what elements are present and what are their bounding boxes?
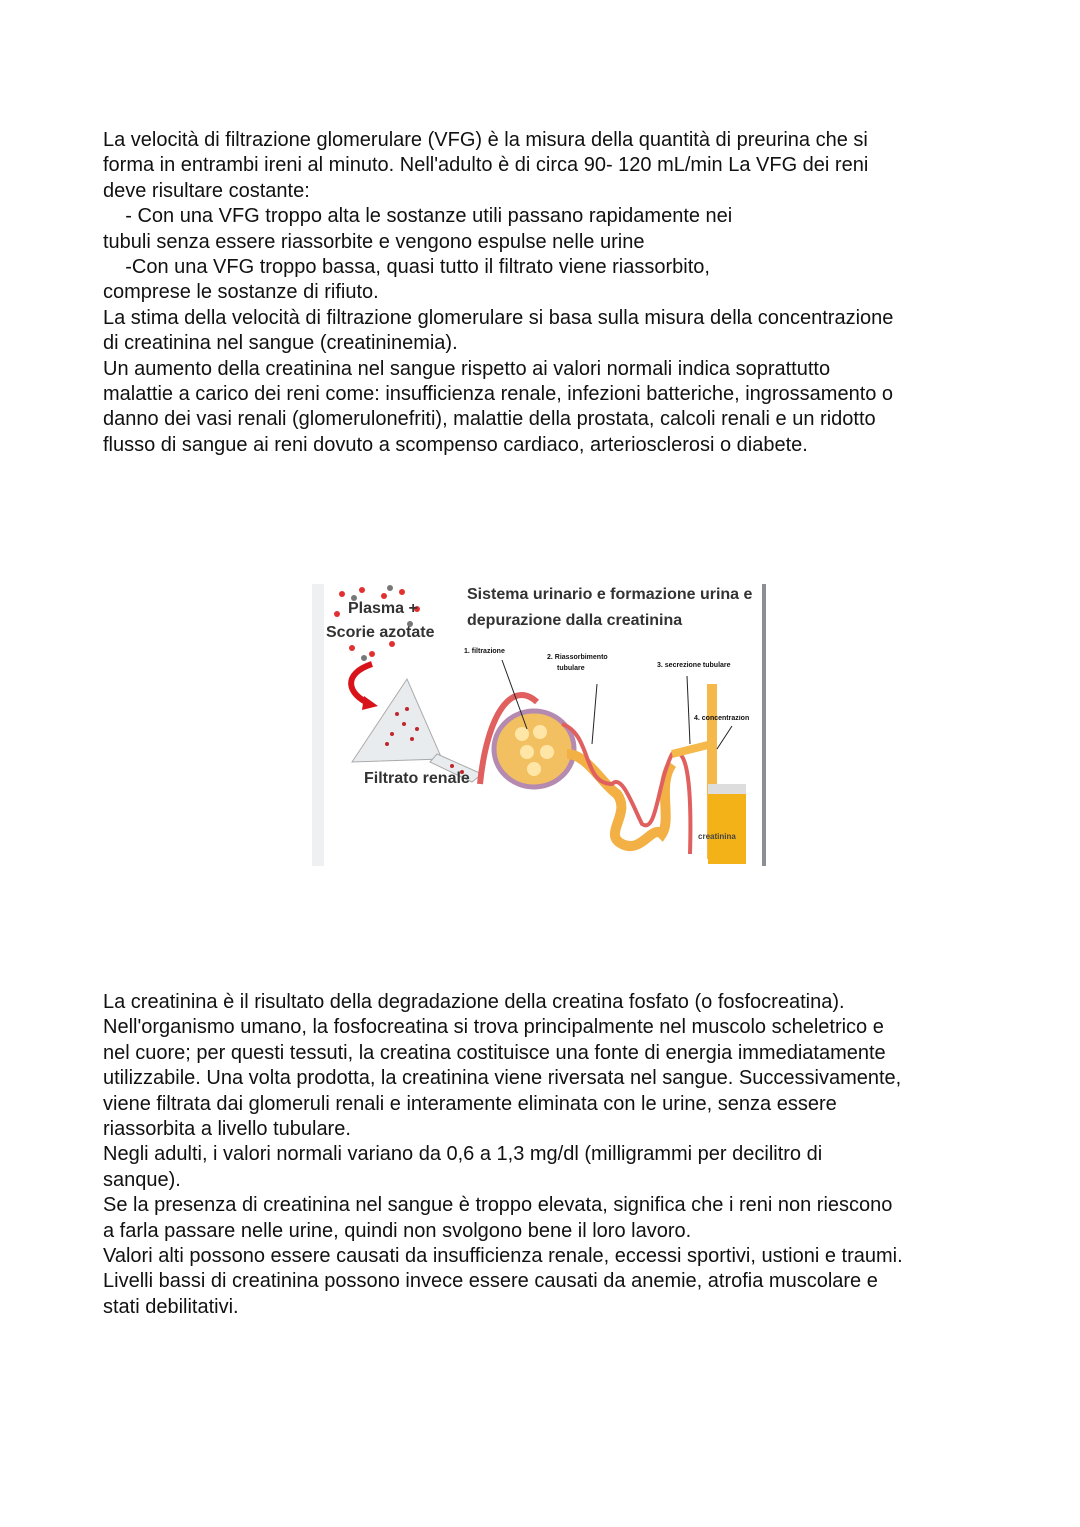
text-line: deve risultare costante:: [103, 179, 310, 202]
text-line: tubuli senza essere riassorbite e vengono espulse nelle urine: [103, 230, 645, 253]
text-line: Livelli bassi di creatinina possono invece essere causati da anemie, atrofia muscolare e: [103, 1270, 878, 1293]
text-line: flusso di sangue ai reni dovuto a scompenso cardiaco, arteriosclerosi o diabete.: [103, 433, 808, 456]
text-line: riassorbita a livello tubulare.: [103, 1118, 351, 1141]
text-line: Se la presenza di creatinina nel sangue è troppo elevata, significa che i reni non riescono: [103, 1194, 893, 1217]
scorie-label: Scorie azotate: [326, 624, 435, 641]
paragraph-creatinine: [103, 990, 1003, 1320]
text-line: stati debilitativi.: [103, 1295, 239, 1318]
text-line: danno dei vasi renali (glomerulonefriti), malattie della prostata, calcoli renali e un ridotto: [103, 408, 876, 431]
step3-label: 3. secrezione tubulare: [657, 662, 731, 669]
plasma-label: Plasma +: [348, 600, 418, 617]
filtrate-label: Filtrato renale: [364, 770, 470, 787]
text-line: nel cuore; per questi tessuti, la creatina costituisce una fonte di energia immediatamente: [103, 1041, 886, 1064]
text-line: Nell'organismo umano, la fosfocreatina si trova principalmente nel muscolo scheletrico e: [103, 1016, 884, 1039]
text-line: viene filtrata dai glomeruli renali e interamente eliminata con le urine, senza essere: [103, 1092, 837, 1115]
text-line: -Con una VFG troppo bassa, quasi tutto il filtrato viene riassorbito,: [103, 256, 710, 279]
paragraph-vfg: [103, 128, 1003, 458]
text-line: Negli adulti, i valori normali variano da 0,6 a 1,3 mg/dl (milligrammi per decilitro di: [103, 1143, 823, 1166]
text-line: malattie a carico dei reni come: insufficienza renale, infezioni batteriche, ingrossamento o: [103, 383, 894, 406]
text-line: sanque).: [103, 1168, 181, 1191]
text-line: forma in entrambi ireni al minuto. Nell'adulto è di circa 90- 120 mL/min La VFG dei reni: [103, 154, 869, 177]
text-line: utilizzabile. Una volta prodotta, la creatinina viene riversata nel sangue. Successivamente,: [103, 1067, 902, 1090]
figure-title-line2: depurazione dalla creatinina: [467, 612, 683, 629]
text-line: di creatinina nel sangue (creatininemia).: [103, 332, 458, 355]
text-line: La creatinina è il risultato della degradazione della creatina fosfato (o fosfocreatina).: [103, 991, 845, 1013]
text-line: comprese le sostanze di rifiuto.: [103, 281, 379, 304]
step4-label: 4. concentrazion: [694, 715, 750, 722]
text-line: La velocità di filtrazione glomerulare (VFG) è la misura della quantità di preurina che si: [103, 129, 868, 151]
text-line: Valori alti possono essere causati da insufficienza renale, eccessi sportivi, ustioni e traumi.: [103, 1245, 903, 1268]
text-line: - Con una VFG troppo alta le sostanze utili passano rapidamente nei: [103, 205, 733, 228]
step2-label-line2: tubulare: [557, 665, 585, 672]
creatinine-label: creatinina: [698, 832, 736, 841]
text-line: a farla passare nelle urine, quindi non svolgono bene il loro lavoro.: [103, 1219, 692, 1242]
step1-label: 1. filtrazione: [464, 648, 505, 655]
figure-title-line1: Sistema urinario e formazione urina e: [467, 586, 753, 603]
text-line: Un aumento della creatinina nel sangue rispetto ai valori normali indica soprattutto: [103, 357, 831, 380]
urinary-system-figure: [312, 584, 768, 866]
step2-label: 2. Riassorbimento: [547, 654, 608, 661]
text-line: La stima della velocità di filtrazione glomerulare si basa sulla misura della concentrazione: [103, 306, 894, 329]
